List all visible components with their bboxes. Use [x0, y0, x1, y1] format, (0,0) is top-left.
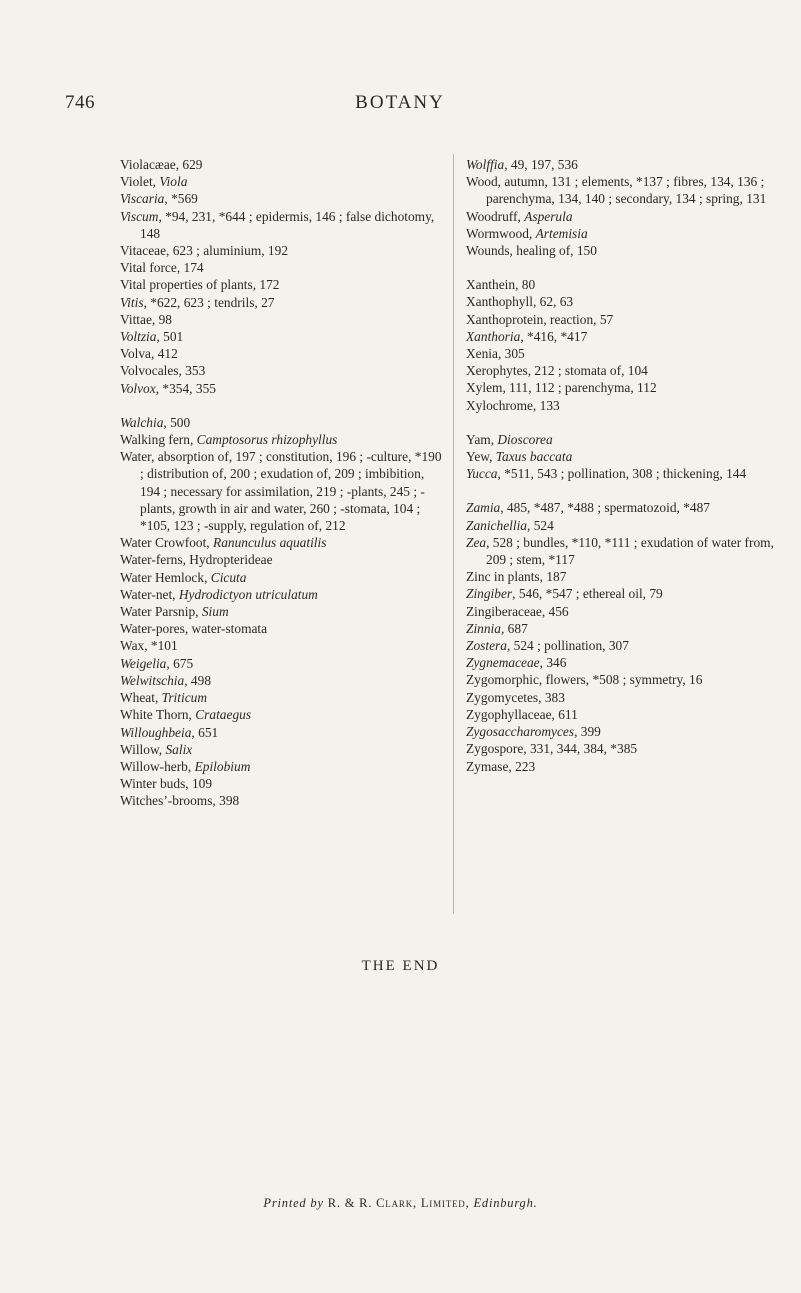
- index-entry: [120, 328, 442, 345]
- index-entry: [120, 706, 442, 723]
- running-head: BOTANY: [355, 92, 445, 113]
- entry-italic-text: Wolffia: [466, 157, 505, 172]
- entry-text: Wormwood,: [466, 225, 536, 241]
- entry-italic-text: Zygosaccharomyces: [466, 724, 575, 740]
- index-entry: [120, 311, 442, 328]
- index-entry: [120, 259, 442, 276]
- index-entry: [120, 294, 442, 311]
- index-entry: [120, 156, 442, 173]
- index-entry: [466, 242, 788, 259]
- entry-text: , 500: [163, 414, 191, 430]
- entry-text: Volva, 412: [120, 346, 178, 362]
- entry-italic-text: Xanthoria: [466, 328, 521, 344]
- entry-italic-text: Camptosorus rhizophyllus: [196, 432, 338, 448]
- entry-text: , *511, 543 ; pollination, 308 ; thickening, 144: [497, 466, 747, 482]
- entry-text: Wheat,: [120, 690, 162, 706]
- entry-text: Woodruff,: [466, 208, 525, 224]
- entry-text: Water-net,: [120, 586, 179, 602]
- entry-text: , 49, 197, 536: [504, 157, 578, 172]
- index-entry: [466, 173, 788, 207]
- entry-text: Water Parsnip,: [120, 604, 202, 620]
- entry-text: Zymase, 223: [466, 758, 536, 774]
- entry-italic-text: Artemisia: [535, 225, 588, 241]
- index-entry: [120, 758, 442, 775]
- section-gap: [466, 414, 788, 431]
- entry-italic-text: Zanichellia: [466, 517, 527, 533]
- entry-text: Xanthophyll, 62, 63: [466, 294, 574, 310]
- entry-text: Violet,: [120, 174, 160, 190]
- entry-text: Water-ferns, Hydropterideae: [120, 552, 273, 568]
- entry-text: Walking fern,: [120, 432, 197, 448]
- index-entry: [466, 758, 788, 775]
- entry-text: , 498: [184, 672, 212, 688]
- entry-text: Zygomycetes, 383: [466, 689, 565, 705]
- index-entry: [466, 585, 788, 602]
- index-entry: [466, 517, 788, 534]
- index-entry: [466, 362, 788, 379]
- index-entry: [466, 499, 788, 516]
- entry-text: , 485, *487, *488 ; spermatozoid, *487: [500, 500, 710, 516]
- index-entry: [466, 620, 788, 637]
- entry-italic-text: Vitis: [120, 294, 144, 310]
- section-gap: [120, 397, 442, 414]
- index-entry: [466, 706, 788, 723]
- entry-text: Willow,: [120, 741, 166, 757]
- entry-text: Water, absorption of, 197 ; constitution, 196 ; -culture, *190 ; distribution of, 200 ; exudation of, 209 ; imbibition, 194 ; necessary for assimilation, 219 ; -plants, 245 ; -plants, growth in air and water, 260 ; -stomata, 104 ; *105, 123 ; -supply, regulation of, 212: [120, 449, 442, 534]
- entry-text: Water Hemlock,: [120, 569, 211, 585]
- index-entry: [466, 448, 788, 465]
- index-entry: [120, 586, 442, 603]
- entry-text: Xenia, 305: [466, 346, 525, 362]
- entry-italic-text: Weigelia: [120, 655, 167, 671]
- entry-text: , 399: [574, 724, 601, 740]
- entry-text: , 346: [539, 655, 567, 671]
- entry-text: Yam,: [466, 431, 498, 447]
- entry-text: Zingiberaceae, 456: [466, 603, 569, 619]
- entry-italic-text: Zea: [466, 534, 487, 550]
- printer-imprint: [0, 1196, 801, 1211]
- entry-text: , *94, 231, *644 ; epidermis, 146 ; false dichotomy, 148: [140, 208, 435, 241]
- index-entry: [120, 569, 442, 586]
- entry-text: Wounds, healing of, 150: [466, 243, 597, 259]
- index-entry: [120, 792, 442, 809]
- entry-italic-text: Voltzia: [120, 329, 157, 345]
- index-column-left: [120, 156, 442, 810]
- entry-italic-text: Taxus baccata: [495, 449, 573, 465]
- the-end: THE END: [361, 958, 440, 974]
- entry-text: , 651: [191, 724, 219, 740]
- entry-italic-text: Hydrodictyon utriculatum: [178, 586, 318, 602]
- index-entry: [466, 431, 788, 448]
- entry-text: Vitaceae, 623 ; aluminium, 192: [120, 243, 289, 259]
- index-entry: [120, 603, 442, 620]
- index-entry: [120, 655, 442, 672]
- index-entry: [120, 689, 442, 706]
- entry-italic-text: Cicuta: [210, 569, 247, 585]
- index-entry: [120, 448, 442, 534]
- entry-italic-text: Zinnia: [466, 620, 501, 636]
- index-entry: [466, 208, 788, 225]
- entry-text: Volvocales, 353: [120, 363, 206, 379]
- entry-text: , 546, *547 ; ethereal oil, 79: [512, 586, 663, 602]
- entry-text: Zinc in plants, 187: [466, 569, 567, 585]
- entry-italic-text: Viscaria: [120, 191, 165, 207]
- entry-text: Wood, autumn, 131 ; elements, *137 ; fibres, 134, 136 ; parenchyma, 134, 140 ; secondary, 134 ; spring, 131: [466, 174, 767, 207]
- entry-italic-text: Welwitschia: [120, 672, 185, 688]
- index-entry: [120, 620, 442, 637]
- index-entry: [120, 775, 442, 792]
- entry-italic-text: Asperula: [524, 208, 573, 224]
- index-entry: [120, 242, 442, 259]
- index-entry: [466, 637, 788, 654]
- index-entry: [466, 568, 788, 585]
- entry-text: Vittae, 98: [120, 311, 172, 327]
- entry-text: Vital force, 174: [120, 260, 204, 276]
- entry-italic-text: Volvox: [120, 380, 156, 396]
- entry-text: , 528 ; bundles, *110, *111 ; exudation of water from, 209 ; stem, *117: [486, 534, 774, 568]
- imprint-prefix: Printed by: [263, 1196, 324, 1210]
- index-entry: [466, 225, 788, 242]
- index-entry: [120, 276, 442, 293]
- entry-italic-text: Sium: [201, 604, 229, 620]
- index-entry: [466, 465, 788, 482]
- entry-text: , 675: [166, 655, 194, 671]
- entry-italic-text: Crataegus: [195, 707, 252, 723]
- index-entry: [466, 689, 788, 706]
- entry-text: , *416, *417: [520, 328, 588, 344]
- index-entry: [120, 208, 442, 242]
- index-entry: [120, 741, 442, 758]
- section-gap: [466, 482, 788, 499]
- entry-italic-text: Salix: [165, 741, 193, 757]
- imprint-printer: R. & R. Clark, Limited,: [327, 1196, 470, 1210]
- index-entry: [120, 534, 442, 551]
- entry-text: Witches’-brooms, 398: [120, 793, 240, 809]
- entry-text: , 524 ; pollination, 307: [506, 638, 629, 654]
- index-entry: [466, 671, 788, 688]
- index-entry: [120, 431, 442, 448]
- index-entry: [120, 380, 442, 397]
- entry-text: Xerophytes, 212 ; stomata of, 104: [466, 363, 648, 379]
- entry-text: Vital properties of plants, 172: [120, 277, 280, 293]
- index-entry: [466, 311, 788, 328]
- index-entry: [120, 724, 442, 741]
- entry-text: Xylem, 111, 112 ; parenchyma, 112: [466, 380, 657, 396]
- entry-text: , *569: [164, 191, 198, 207]
- entry-text: Zygospore, 331, 344, 384, *385: [466, 741, 638, 757]
- entry-italic-text: Willoughbeia: [120, 724, 192, 740]
- entry-italic-text: Epilobium: [194, 758, 251, 774]
- page-header: [0, 92, 801, 120]
- section-gap: [466, 259, 788, 276]
- entry-text: , *354, 355: [155, 380, 216, 396]
- entry-italic-text: Viola: [159, 174, 188, 190]
- column-divider: [453, 154, 454, 914]
- page-number: 746: [65, 92, 95, 113]
- index-entry: [120, 345, 442, 362]
- index-entry: [120, 414, 442, 431]
- entry-text: Xylochrome, 133: [466, 397, 560, 413]
- entry-italic-text: Zamia: [466, 500, 501, 516]
- index-column-right: [460, 156, 788, 775]
- entry-text: Willow-herb,: [120, 758, 195, 774]
- entry-text: Zygomorphic, flowers, *508 ; symmetry, 16: [466, 672, 703, 688]
- index-entry: [466, 345, 788, 362]
- entry-text: Violacæae, 629: [120, 157, 203, 172]
- index-entry: [466, 603, 788, 620]
- index-entry: [120, 637, 442, 654]
- entry-text: Water Crowfoot,: [120, 535, 214, 551]
- entry-text: Xanthein, 80: [466, 277, 536, 293]
- entry-italic-text: Walchia: [120, 414, 164, 430]
- index-entry: [466, 328, 788, 345]
- entry-italic-text: Triticum: [161, 690, 208, 706]
- entry-italic-text: Dioscorea: [497, 431, 553, 447]
- entry-text: , *622, 623 ; tendrils, 27: [143, 294, 275, 310]
- index-entry: [120, 551, 442, 568]
- index-entry: [466, 156, 788, 173]
- index-entry: [120, 190, 442, 207]
- index-entry: [120, 173, 442, 190]
- entry-text: Xanthoprotein, reaction, 57: [466, 311, 614, 327]
- entry-italic-text: Zygnemaceae: [466, 655, 540, 671]
- entry-italic-text: Zostera: [466, 638, 507, 654]
- entry-text: , 501: [156, 329, 184, 345]
- entry-text: , 687: [500, 620, 528, 636]
- entry-text: , 524: [527, 517, 554, 533]
- entry-text: White Thorn,: [120, 707, 196, 723]
- entry-text: Wax, *101: [120, 638, 178, 654]
- entry-text: Water-pores, water-stomata: [120, 621, 268, 637]
- index-entry: [466, 276, 788, 293]
- entry-italic-text: Zingiber: [466, 586, 513, 602]
- index-entry: [466, 740, 788, 757]
- entry-italic-text: Yucca: [466, 466, 498, 482]
- index-entry: [466, 723, 788, 740]
- index-entry: [120, 672, 442, 689]
- imprint-place: Edinburgh.: [473, 1196, 538, 1210]
- index-entry: [466, 534, 788, 568]
- entry-text: Winter buds, 109: [120, 776, 213, 792]
- index-entry: [466, 379, 788, 396]
- entry-text: Yew,: [466, 449, 496, 465]
- entry-italic-text: Ranunculus aquatilis: [213, 535, 327, 551]
- index-entry: [466, 293, 788, 310]
- index-entry: [466, 397, 788, 414]
- index-entry: [466, 654, 788, 671]
- index-entry: [120, 362, 442, 379]
- entry-text: Zygophyllaceae, 611: [466, 706, 578, 722]
- entry-italic-text: Viscum: [120, 208, 159, 224]
